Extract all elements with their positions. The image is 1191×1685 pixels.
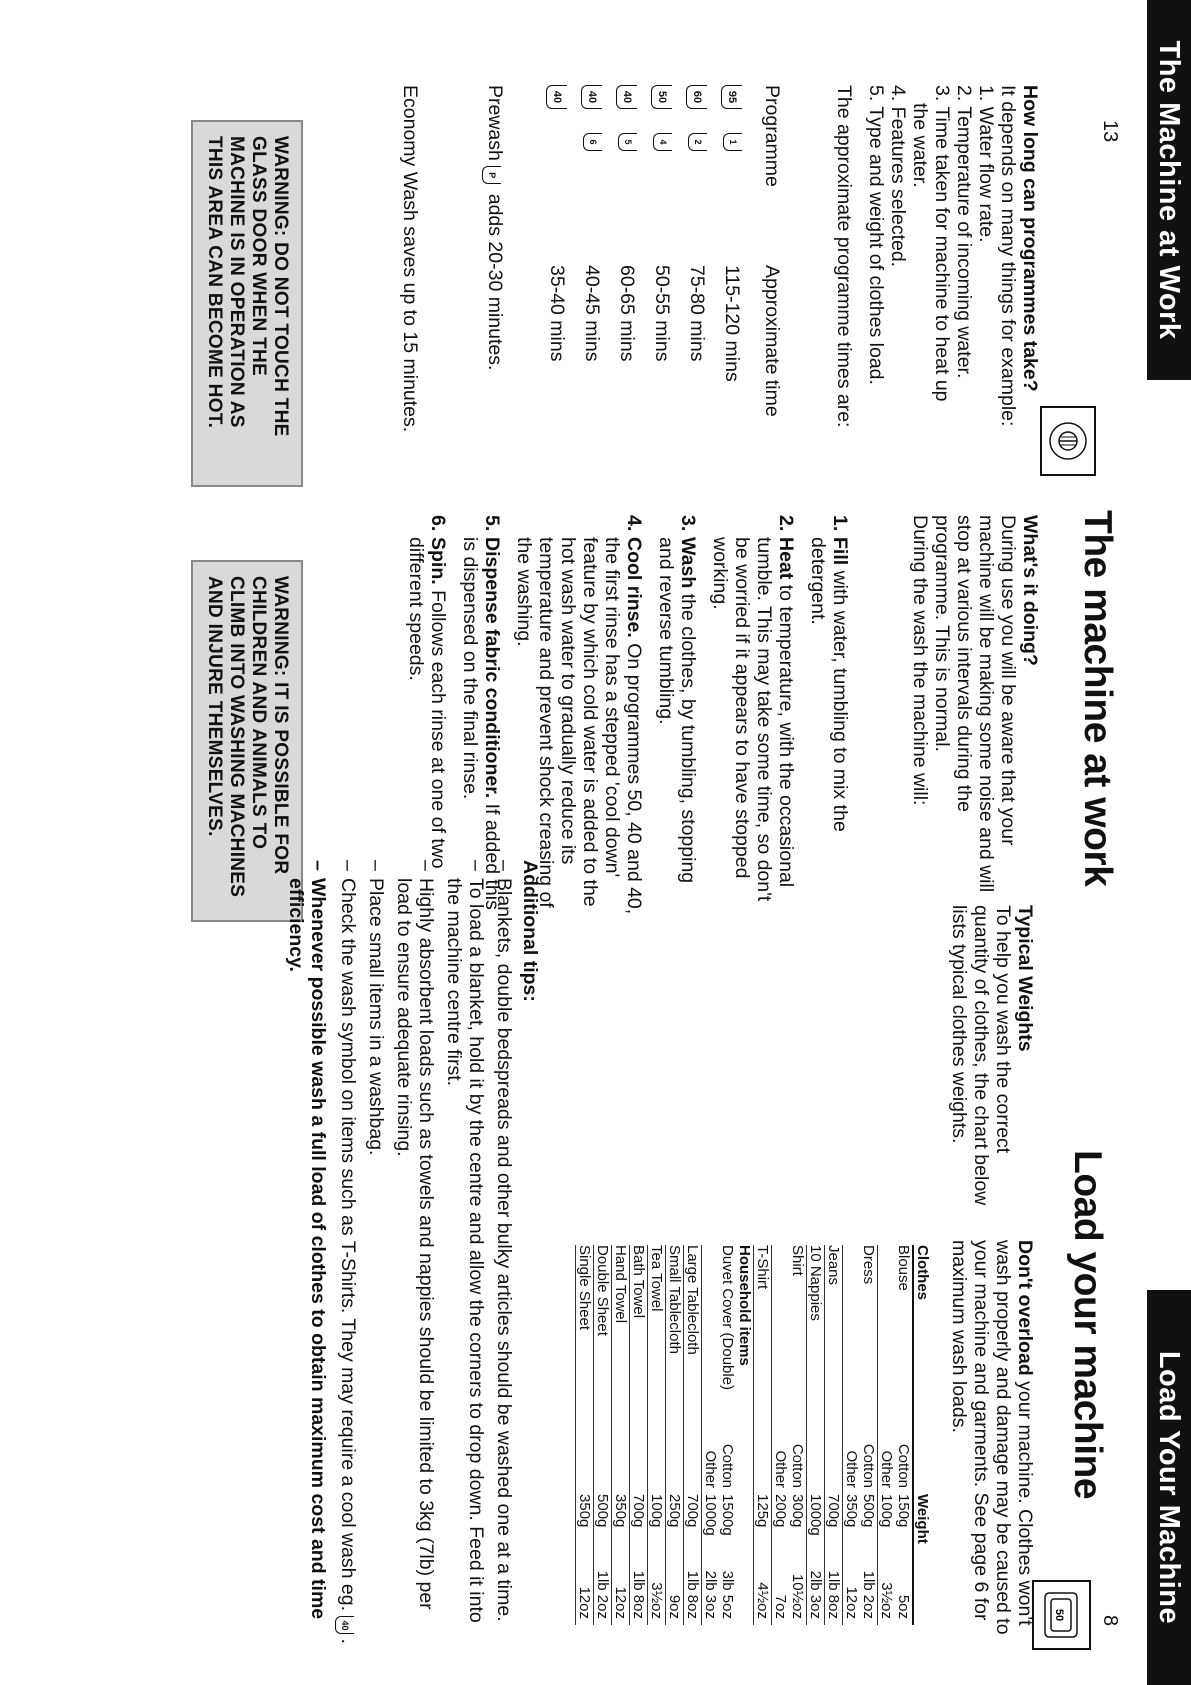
wash-symbol-icon: 60	[687, 85, 708, 109]
programme-time-6: 35-40 mins	[546, 265, 569, 362]
whats-it-doing-intro: During use you will be aware that your machine will be making some noise and will stop at various intervals during the programme. This is normal.	[931, 515, 1019, 893]
clothes-table-header	[913, 1245, 931, 1625]
how-long-title: How long can programmes take?	[1019, 85, 1041, 392]
how-long-item-3b: the water.	[909, 103, 931, 188]
programme-row-5	[578, 85, 606, 361]
wash-symbol-small-icon: 4	[654, 133, 673, 151]
how-long-item-4: 4. Features selected.	[887, 85, 909, 268]
children-warning: WARNING: IT IS POSSIBLE FOR CHILDREN AND ANIMALS TO CLIMB INTO WASHING MACHINES AND INJURE THEMSELVES.	[191, 560, 303, 922]
how-long-intro: It depends on many things for example:	[997, 85, 1019, 427]
typical-weights-block	[948, 905, 1036, 1225]
programme-time-4: 60-65 mins	[616, 265, 639, 362]
whats-it-doing-block	[909, 515, 1041, 915]
row-jeans: Jeans 700g 1lb 8oz	[825, 1245, 843, 1625]
banner-load-your-machine: Load Your Machine	[1147, 1290, 1191, 1685]
wash-symbol-small-icon: 2	[689, 133, 708, 151]
programme-header-label: Programme	[761, 85, 784, 187]
wash-symbol-small-icon: 1	[724, 133, 743, 151]
how-long-block	[833, 85, 1041, 465]
programme-time-2: 75-80 mins	[686, 265, 709, 362]
programme-time-3: 50-55 mins	[651, 265, 674, 362]
dont-overload-block	[948, 1240, 1036, 1635]
header-weight: Weight	[913, 1494, 931, 1559]
tip-2: – To load a blanket, hold it by the centre and allow the corners to drop down. Feed it into the machine centre first.	[443, 860, 487, 1650]
row-dress-other: Other 350g 12oz	[843, 1245, 861, 1625]
dont-overload-title: Don't overload	[1014, 1240, 1036, 1376]
tip-3: – Highly absorbent loads such as towels and nappies should be limited to 3kg (7lb) per load to ensure adequate rinsing.	[393, 860, 437, 1650]
approx-times-text: The approximate programme times are:	[833, 85, 855, 428]
row-bath-towel: Bath Towel 700g 1lb 8oz	[630, 1245, 648, 1625]
clothes-weight-table	[575, 1245, 931, 1625]
svg-text:50: 50	[1053, 1608, 1066, 1622]
wash-50-icon	[1032, 1580, 1091, 1650]
programme-dial-icon	[1040, 406, 1096, 476]
prewash-label: Prewash	[484, 85, 506, 161]
typical-weights-title: Typical Weights	[1014, 905, 1036, 1052]
wash-steps-list	[395, 515, 851, 915]
typical-weights-text: To help you wash the correct quantity of clothes, the chart below lists typical clothes weights.	[948, 905, 1014, 1206]
additional-tips-title: Additional tips:	[519, 860, 541, 1002]
row-double-sheet: Double Sheet 500g 1lb 2oz	[594, 1245, 612, 1625]
programme-row-4	[613, 85, 641, 361]
wash-symbol-icon: 40	[617, 85, 638, 109]
wash-symbol-icon: 40	[582, 85, 603, 109]
page-number-13: 13	[1099, 120, 1121, 143]
wash-symbol-small-icon: 6	[584, 133, 603, 151]
row-shirt: Shirt Cotton 300g 10½oz	[789, 1245, 806, 1619]
step-heat: 2. Heat to temperature, with the occasional tumble. This may take some time, so don't be worried if it appears to have stopped working.	[709, 515, 797, 902]
row-small-tablecloth: Small Tablecloth 250g 9oz	[666, 1245, 684, 1625]
row-duvet-other: Other 1000g 2lb 3oz	[702, 1245, 720, 1625]
row-blouse-other: Other 100g 3½oz	[878, 1245, 896, 1625]
step-spin: 6. Spin. Follows each rinse at one of two different speeds.	[405, 515, 449, 869]
row-tea-towel: Tea Towel 100g 3½oz	[648, 1245, 666, 1625]
prewash-symbol-icon: P	[482, 166, 501, 184]
whats-it-doing-title: What's it doing?	[1019, 515, 1041, 666]
additional-tips-list	[279, 860, 515, 1650]
step-wash: 3. Wash the clothes, by tumbling, stopping and reverse tumbling.	[655, 515, 699, 884]
dont-overload-text: your machine. Clothes won't wash properly and damage may be caused to your machine and garments. See page 6 for maximum wash loads.	[948, 1240, 1036, 1635]
row-dress: Dress Cotton 500g 1lb 2oz	[860, 1245, 877, 1619]
step-dispense: 5. Dispense fabric conditioner. If added this is dispensed on the final rinse.	[459, 515, 503, 910]
row-tshirt: T-Shirt 125g 4½oz	[754, 1245, 772, 1625]
how-long-item-3: 3. Time taken for machine to heat up	[931, 85, 953, 402]
wash-symbol-small-icon: 5	[619, 133, 638, 151]
programme-time-5: 40-45 mins	[581, 265, 604, 362]
hot-glass-warning: WARNING: DO NOT TOUCH THE GLASS DOOR WHEN THE MACHINE IS IN OPERATION AS THIS AREA CAN BECOME HOT.	[191, 120, 303, 487]
heading-load-your-machine: Load your machine	[1066, 1150, 1109, 1500]
step-fill: 1. Fill with water, tumbling to mix the detergent.	[807, 515, 851, 832]
how-long-item-1: 1. Water flow rate.	[975, 85, 997, 243]
tip-4: – Place small items in a washbag.	[365, 860, 387, 1650]
programme-header	[758, 85, 786, 417]
tip-6: – Whenever possible wash a full load of clothes to obtain maximum cost and time efficiency.	[285, 860, 329, 1650]
how-long-item-5: 5. Type and weight of clothes load.	[865, 85, 887, 385]
header-clothes: Clothes	[913, 1245, 931, 1412]
prewash-note	[482, 85, 506, 465]
banner-machine-at-work: The Machine at Work	[1147, 0, 1191, 380]
wash-symbol-icon: 50	[652, 85, 673, 109]
step-cool-rinse: 4. Cool rinse. On programmes 50, 40 and 40, the first rinse has a stepped 'cool down' feature by which cold water is added to the hot wash water to gradually reduce its temperature and prevent shock creasing of the washing.	[513, 515, 645, 915]
row-household-header: Household items	[736, 1245, 753, 1366]
wash-symbol-icon: 95	[722, 85, 743, 109]
tip-1: – Blankets, double bedspreads and other bulky articles should be washed one at a time.	[493, 860, 515, 1650]
whats-it-doing-lead: During the wash the machine will:	[909, 515, 931, 806]
wash-40-symbol-icon: 40	[335, 1616, 354, 1634]
programme-table	[516, 85, 786, 465]
programme-time-1: 115-120 mins	[721, 265, 744, 382]
row-large-tablecloth: Large Tablecloth 700g 1lb 8oz	[684, 1245, 702, 1625]
prewash-duration: adds 20-30 minutes.	[484, 193, 506, 371]
how-long-item-2: 2. Temperature of incoming water.	[953, 85, 975, 379]
row-nappies: 10 Nappies 1000g 2lb 3oz	[807, 1245, 825, 1625]
heading-machine-at-work: The machine at work	[1076, 510, 1119, 887]
row-shirt-other: Other 200g 7oz	[772, 1245, 790, 1625]
row-hand-towel: Hand Towel 350g 12oz	[612, 1245, 630, 1625]
wash-symbol-icon: 40	[547, 85, 568, 109]
programme-row-1	[718, 85, 746, 382]
programme-row-6	[543, 85, 571, 361]
row-single-sheet: Single Sheet 350g 12oz	[576, 1245, 594, 1625]
programme-row-3	[648, 85, 676, 361]
row-blouse: Blouse Cotton 150g 5oz	[895, 1245, 912, 1619]
page-number-8: 8	[1099, 1615, 1121, 1627]
programme-row-2	[683, 85, 711, 361]
tip-5: – Check the wash symbol on items such as T-Shirts. They may require a cool wash eg. 40.	[335, 860, 359, 1650]
row-duvet: Duvet Cover (Double) Cotton 1500g 3lb 5oz	[719, 1245, 736, 1619]
economy-note: Economy Wash saves up to 15 minutes.	[399, 85, 421, 433]
programme-header-time: Approximate time	[761, 265, 784, 417]
